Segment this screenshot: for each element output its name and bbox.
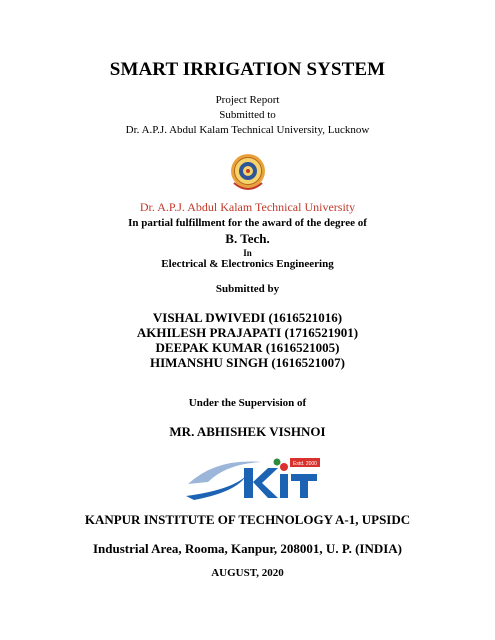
degree-name: B. Tech. [225, 231, 270, 246]
student-3: DEEPAK KUMAR (1616521005) [155, 340, 340, 355]
kit-tagline: Estd. 2000 [293, 461, 317, 467]
student-1: VISHAL DWIVEDI (1616521016) [152, 310, 343, 325]
submitted-by-label: Submitted by [215, 283, 280, 295]
university-name: Dr. A.P.J. Abdul Kalam Technical University, Lucknow [125, 124, 370, 136]
report-date: AUGUST, 2020 [211, 567, 284, 579]
university-seal-icon [230, 151, 266, 195]
supervisor-name: MR. ABHISHEK VISHNOI [169, 424, 326, 439]
institute-name: KANPUR INSTITUTE OF TECHNOLOGY A-1, UPSIDC [84, 512, 411, 527]
branch-name: Electrical & Electronics Engineering [161, 258, 334, 270]
in-label: In [243, 248, 252, 258]
project-report-label: Project Report [215, 94, 280, 106]
student-2: AKHILESH PRAJAPATI (1716521901) [136, 325, 359, 340]
report-title: SMART IRRIGATION SYSTEM [109, 59, 386, 80]
supervision-label: Under the Supervision of [188, 397, 307, 409]
kit-logo-icon [186, 456, 323, 502]
fulfillment-statement: In partial fulfillment for the award of the degree of [128, 217, 367, 229]
submitted-to-label: Submitted to [219, 109, 276, 121]
institute-address: Industrial Area, Rooma, Kanpur, 208001, U. P. (INDIA) [92, 541, 403, 556]
student-4: HIMANSHU SINGH (1616521007) [149, 355, 345, 370]
university-caption: Dr. A.P.J. Abdul Kalam Technical University [139, 200, 356, 214]
